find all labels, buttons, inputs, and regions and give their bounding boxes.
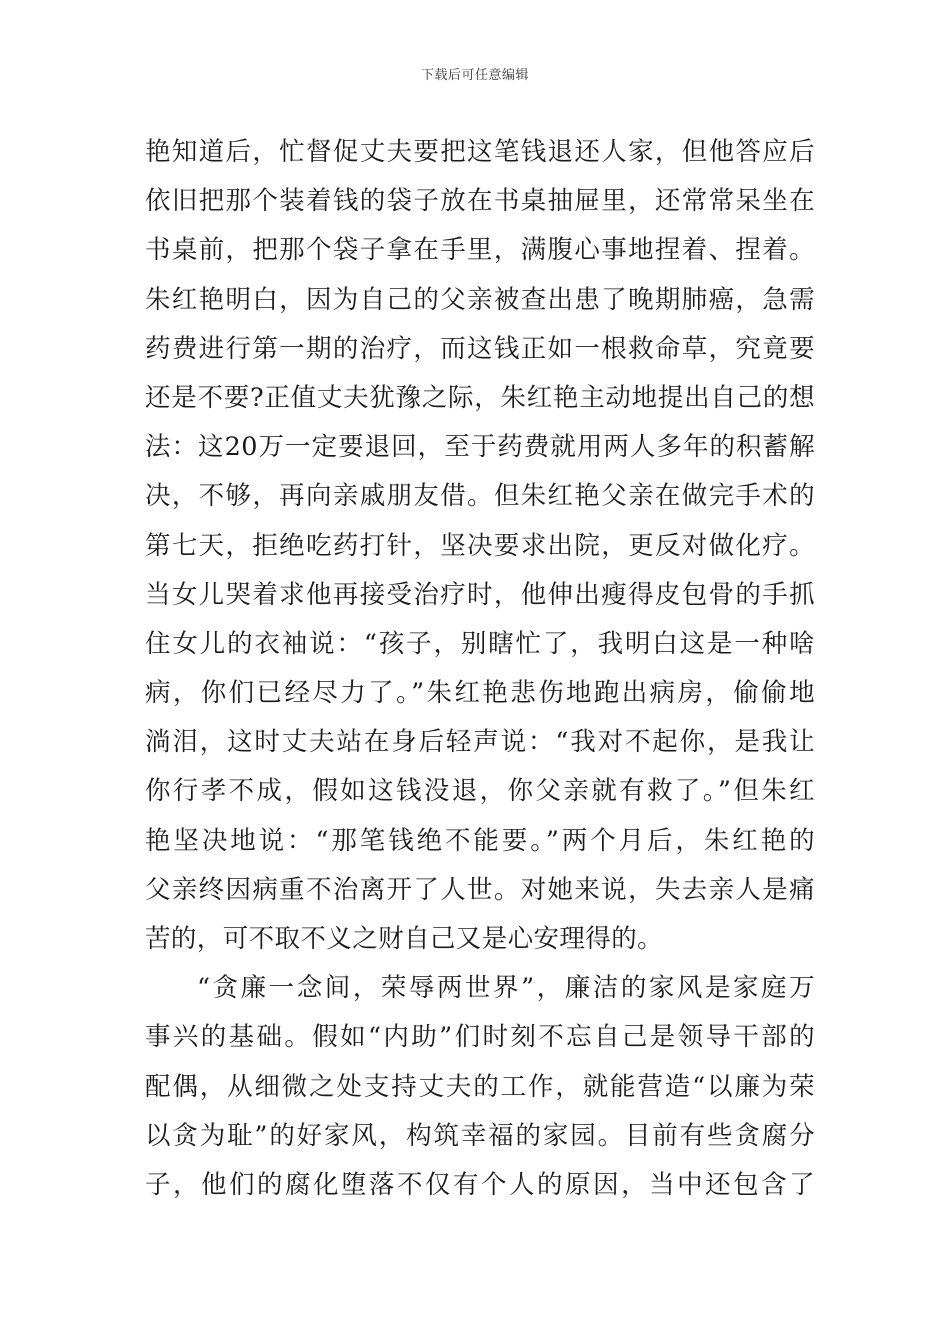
text-line: 以贪为耻”的好家风，构筑幸福的家园。目前有些贪腐分	[145, 1120, 815, 1151]
text-line: 决，不够，再向亲戚朋友借。但朱红艳父亲在做完手术的	[145, 481, 815, 512]
text-line: 苦的，可不取不义之财自己又是心安理得的。	[145, 924, 664, 954]
text-line: 法：这20万一定要退回，至于药费就用两人多年的积蓄解	[145, 432, 815, 463]
page-header: 下载后可任意编辑	[420, 68, 529, 83]
text-line: 你行孝不成，假如这钱没退，你父亲就有救了。”但朱红	[145, 776, 815, 807]
paragraph	[145, 128, 815, 964]
text-line: 事兴的基础。假如“内助”们时刻不忘自己是领导干部的	[145, 1022, 815, 1053]
text-line: 依旧把那个装着钱的袋子放在书桌抽屉里，还常常呆坐在	[145, 186, 815, 217]
text-line: 住女儿的衣袖说：“孩子，别瞎忙了，我明白这是一种啥	[145, 628, 815, 659]
text-line: 艳知道后，忙督促丈夫要把这笔钱退还人家，但他答应后	[145, 137, 815, 167]
text-line: 还是不要?正值丈夫犹豫之际，朱红艳主动地提出自己的想	[145, 382, 815, 413]
text-line: 淌泪，这时丈夫站在身后轻声说：“我对不起你，是我让	[145, 727, 815, 758]
text-line: 子，他们的腐化堕落不仅有个人的原因，当中还包含了	[145, 1169, 815, 1200]
text-line: 当女儿哭着求他再接受治疗时，他伸出瘦得皮包骨的手抓	[145, 579, 815, 610]
text-line: “贪廉一念间，荣辱两世界”，廉洁的家风是家庭万	[197, 973, 815, 1004]
body-text	[145, 128, 815, 1210]
text-line: 父亲终因病重不治离开了人世。对她来说，失去亲人是痛	[145, 874, 815, 905]
text-line: 朱红艳明白，因为自己的父亲被查出患了晚期肺癌，急需	[145, 284, 815, 315]
text-line: 艳坚决地说：“那笔钱绝不能要。”两个月后，朱红艳的	[145, 825, 815, 856]
text-line: 病，你们已经尽力了。”朱红艳悲伤地跑出病房，偷偷地	[145, 678, 815, 709]
text-line: 书桌前，把那个袋子拿在手里，满腹心事地捏着、捏着。	[145, 235, 815, 266]
text-line: 第七天，拒绝吃药打针，坚决要求出院，更反对做化疗。	[145, 530, 815, 561]
paragraph	[145, 964, 815, 1210]
text-line: 药费进行第一期的治疗，而这钱正如一根救命草，究竟要	[145, 333, 815, 364]
text-line: 配偶，从细微之处支持丈夫的工作，就能营造“以廉为荣	[145, 1071, 815, 1102]
